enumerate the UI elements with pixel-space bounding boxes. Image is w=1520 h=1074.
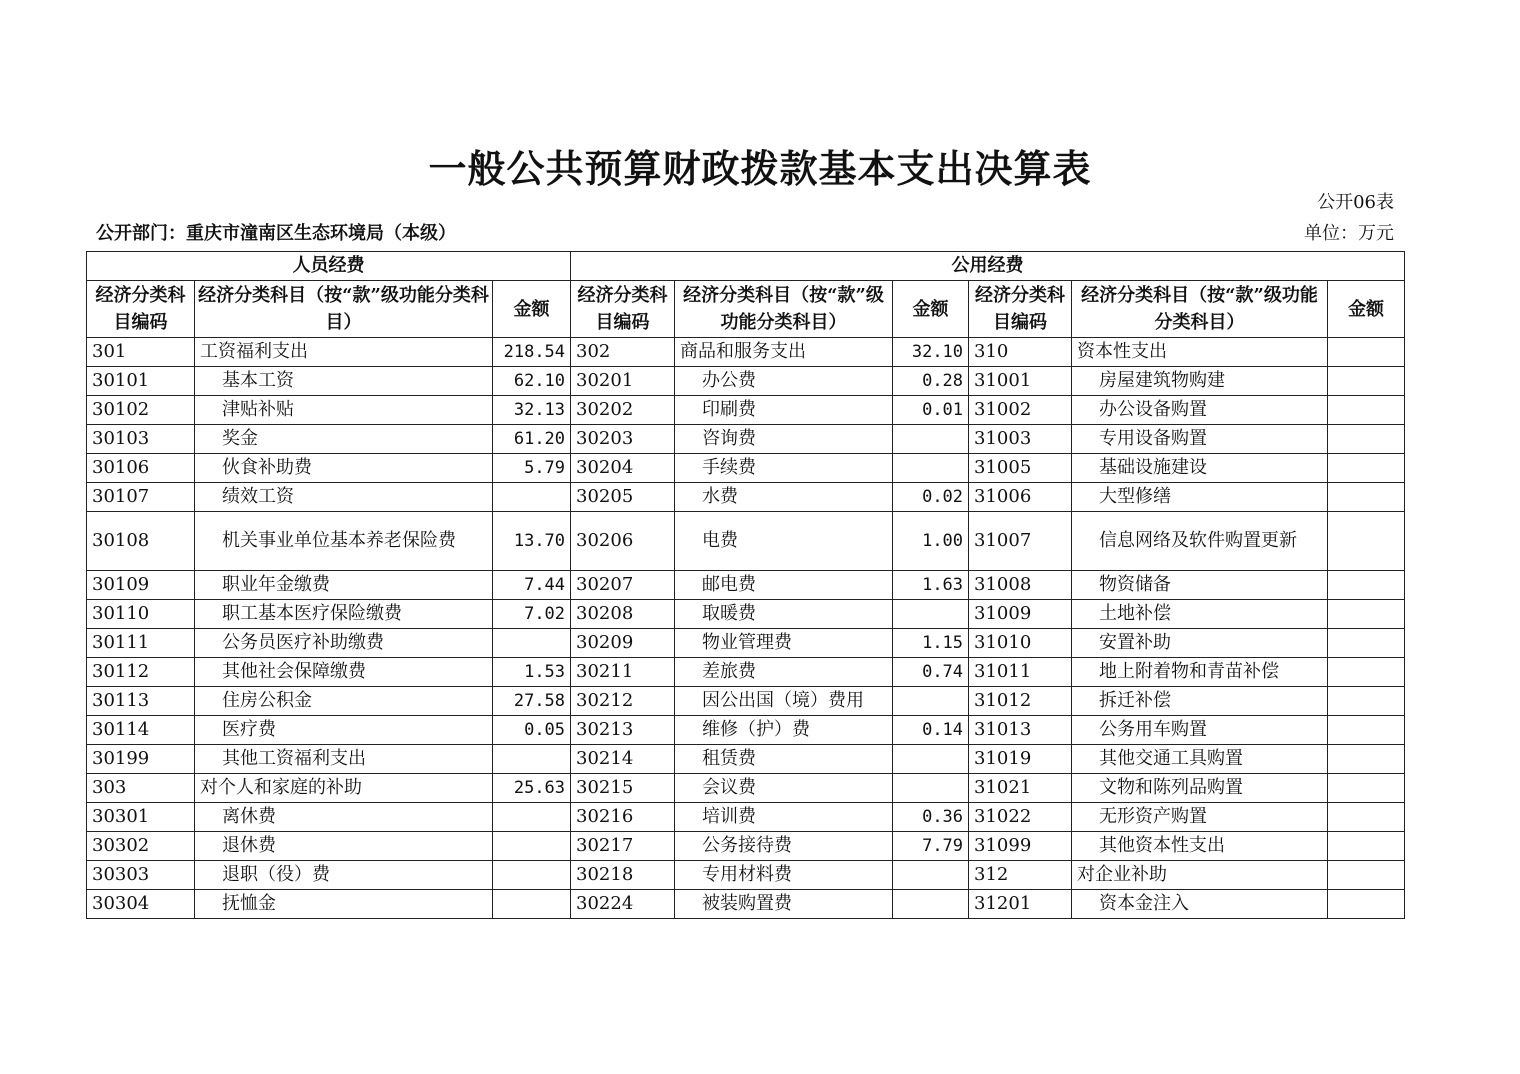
cell-name: 因公出国（境）费用 [675, 687, 893, 716]
cell-code: 30103 [87, 425, 195, 454]
cell-code: 30218 [571, 861, 675, 890]
cell-name: 办公费 [675, 367, 893, 396]
cell-amount [1328, 774, 1405, 803]
cell-code: 30217 [571, 832, 675, 861]
cell-amount [493, 803, 571, 832]
cell-name: 商品和服务支出 [675, 338, 893, 367]
cell-name: 基本工资 [195, 367, 493, 396]
cell-amount [493, 861, 571, 890]
cell-name: 取暖费 [675, 600, 893, 629]
table-row [87, 367, 1405, 396]
cell-amount: 32.13 [493, 396, 571, 425]
cell-amount [1328, 745, 1405, 774]
cell-code: 303 [87, 774, 195, 803]
cell-amount [493, 483, 571, 512]
cell-amount: 0.02 [893, 483, 969, 512]
cell-code: 31201 [969, 890, 1072, 919]
cell-name: 奖金 [195, 425, 493, 454]
header-amount: 金额 [893, 281, 969, 338]
cell-amount [1328, 512, 1405, 571]
header-amount: 金额 [493, 281, 571, 338]
header-name: 经济分类科目（按“款”级功能分类科目） [675, 281, 893, 338]
cell-amount [893, 890, 969, 919]
cell-amount [1328, 571, 1405, 600]
cell-amount: 0.36 [893, 803, 969, 832]
cell-name: 公务用车购置 [1072, 716, 1328, 745]
cell-name: 专用设备购置 [1072, 425, 1328, 454]
cell-name: 大型修缮 [1072, 483, 1328, 512]
cell-amount: 7.79 [893, 832, 969, 861]
cell-code: 30112 [87, 658, 195, 687]
form-number: 公开06表 [1317, 192, 1394, 213]
cell-code: 31003 [969, 425, 1072, 454]
cell-code: 30303 [87, 861, 195, 890]
cell-code: 312 [969, 861, 1072, 890]
cell-amount [893, 600, 969, 629]
cell-amount [1328, 454, 1405, 483]
cell-code: 31011 [969, 658, 1072, 687]
cell-code: 30205 [571, 483, 675, 512]
cell-code: 30199 [87, 745, 195, 774]
cell-amount: 32.10 [893, 338, 969, 367]
header-code: 经济分类科目编码 [969, 281, 1072, 338]
cell-name: 退休费 [195, 832, 493, 861]
cell-name: 机关事业单位基本养老保险费 [195, 512, 493, 571]
cell-code: 30304 [87, 890, 195, 919]
cell-code: 30111 [87, 629, 195, 658]
cell-name: 信息网络及软件购置更新 [1072, 512, 1328, 571]
table-row [87, 454, 1405, 483]
department-label: 公开部门：重庆市潼南区生态环境局（本级） [96, 223, 456, 244]
cell-code: 30211 [571, 658, 675, 687]
cell-code: 30208 [571, 600, 675, 629]
cell-amount: 1.53 [493, 658, 571, 687]
table-row [87, 396, 1405, 425]
cell-code: 30216 [571, 803, 675, 832]
group-public: 公用经费 [571, 252, 1405, 281]
cell-code: 31001 [969, 367, 1072, 396]
cell-amount [1328, 832, 1405, 861]
cell-name: 对企业补助 [1072, 861, 1328, 890]
cell-code: 30212 [571, 687, 675, 716]
cell-code: 31007 [969, 512, 1072, 571]
cell-amount [1328, 425, 1405, 454]
cell-code: 30209 [571, 629, 675, 658]
cell-amount: 1.63 [893, 571, 969, 600]
cell-amount [893, 774, 969, 803]
cell-name: 资本金注入 [1072, 890, 1328, 919]
cell-code: 30114 [87, 716, 195, 745]
cell-name: 印刷费 [675, 396, 893, 425]
cell-code: 31010 [969, 629, 1072, 658]
cell-name: 抚恤金 [195, 890, 493, 919]
table-row [87, 832, 1405, 861]
cell-name: 培训费 [675, 803, 893, 832]
cell-amount [1328, 338, 1405, 367]
header-name: 经济分类科目（按“款”级功能分类科目） [195, 281, 493, 338]
table-row [87, 629, 1405, 658]
cell-code: 30101 [87, 367, 195, 396]
cell-amount: 27.58 [493, 687, 571, 716]
cell-amount [1328, 367, 1405, 396]
cell-amount [1328, 716, 1405, 745]
cell-code: 30108 [87, 512, 195, 571]
cell-name: 资本性支出 [1072, 338, 1328, 367]
cell-name: 物业管理费 [675, 629, 893, 658]
cell-amount [893, 425, 969, 454]
table-row [87, 425, 1405, 454]
header-code: 经济分类科目编码 [87, 281, 195, 338]
cell-name: 绩效工资 [195, 483, 493, 512]
cell-code: 30201 [571, 367, 675, 396]
cell-name: 咨询费 [675, 425, 893, 454]
cell-code: 31006 [969, 483, 1072, 512]
cell-name: 离休费 [195, 803, 493, 832]
cell-code: 301 [87, 338, 195, 367]
cell-amount: 7.02 [493, 600, 571, 629]
cell-code: 30215 [571, 774, 675, 803]
table-row [87, 338, 1405, 367]
page-title: 一般公共预算财政拨款基本支出决算表 [428, 146, 1092, 191]
cell-code: 31019 [969, 745, 1072, 774]
cell-code: 30206 [571, 512, 675, 571]
table-row [87, 890, 1405, 919]
cell-name: 安置补助 [1072, 629, 1328, 658]
cell-amount: 1.15 [893, 629, 969, 658]
cell-code: 30106 [87, 454, 195, 483]
cell-name: 津贴补贴 [195, 396, 493, 425]
cell-amount [1328, 803, 1405, 832]
cell-amount: 7.44 [493, 571, 571, 600]
cell-amount [1328, 890, 1405, 919]
cell-name: 伙食补助费 [195, 454, 493, 483]
cell-amount [1328, 658, 1405, 687]
cell-amount: 25.63 [493, 774, 571, 803]
cell-code: 31009 [969, 600, 1072, 629]
cell-name: 被装购置费 [675, 890, 893, 919]
group-personnel: 人员经费 [87, 252, 571, 281]
cell-name: 退职（役）费 [195, 861, 493, 890]
cell-name: 其他资本性支出 [1072, 832, 1328, 861]
table-row [87, 745, 1405, 774]
header-code: 经济分类科目编码 [571, 281, 675, 338]
cell-amount: 13.70 [493, 512, 571, 571]
cell-code: 30214 [571, 745, 675, 774]
cell-code: 30213 [571, 716, 675, 745]
cell-amount [1328, 483, 1405, 512]
cell-code: 30207 [571, 571, 675, 600]
column-header-row [87, 281, 1405, 338]
cell-amount: 5.79 [493, 454, 571, 483]
cell-name: 房屋建筑物购建 [1072, 367, 1328, 396]
cell-code: 30107 [87, 483, 195, 512]
cell-amount [493, 745, 571, 774]
cell-name: 专用材料费 [675, 861, 893, 890]
group-header-row [87, 252, 1405, 281]
cell-name: 职工基本医疗保险缴费 [195, 600, 493, 629]
cell-name: 维修（护）费 [675, 716, 893, 745]
header-name: 经济分类科目（按“款”级功能分类科目） [1072, 281, 1328, 338]
cell-code: 31013 [969, 716, 1072, 745]
cell-amount [493, 890, 571, 919]
cell-amount [893, 454, 969, 483]
cell-name: 工资福利支出 [195, 338, 493, 367]
cell-amount [893, 861, 969, 890]
cell-code: 310 [969, 338, 1072, 367]
cell-code: 30202 [571, 396, 675, 425]
cell-amount: 218.54 [493, 338, 571, 367]
cell-code: 31022 [969, 803, 1072, 832]
cell-amount [1328, 629, 1405, 658]
cell-amount: 0.05 [493, 716, 571, 745]
cell-amount: 0.01 [893, 396, 969, 425]
cell-name: 物资储备 [1072, 571, 1328, 600]
cell-name: 其他交通工具购置 [1072, 745, 1328, 774]
cell-amount: 0.74 [893, 658, 969, 687]
header-amount: 金额 [1328, 281, 1405, 338]
cell-name: 公务接待费 [675, 832, 893, 861]
cell-name: 无形资产购置 [1072, 803, 1328, 832]
cell-code: 30110 [87, 600, 195, 629]
table-row [87, 861, 1405, 890]
cell-name: 电费 [675, 512, 893, 571]
cell-name: 土地补偿 [1072, 600, 1328, 629]
cell-amount: 62.10 [493, 367, 571, 396]
cell-name: 职业年金缴费 [195, 571, 493, 600]
cell-code: 31099 [969, 832, 1072, 861]
cell-name: 住房公积金 [195, 687, 493, 716]
cell-code: 31008 [969, 571, 1072, 600]
cell-amount: 0.28 [893, 367, 969, 396]
table-row [87, 483, 1405, 512]
cell-name: 公务员医疗补助缴费 [195, 629, 493, 658]
cell-code: 31005 [969, 454, 1072, 483]
cell-name: 其他社会保障缴费 [195, 658, 493, 687]
cell-amount [1328, 861, 1405, 890]
table-row [87, 571, 1405, 600]
cell-amount [493, 832, 571, 861]
cell-name: 租赁费 [675, 745, 893, 774]
cell-name: 地上附着物和青苗补偿 [1072, 658, 1328, 687]
cell-name: 文物和陈列品购置 [1072, 774, 1328, 803]
cell-amount: 0.14 [893, 716, 969, 745]
cell-name: 办公设备购置 [1072, 396, 1328, 425]
cell-amount: 1.00 [893, 512, 969, 571]
table-row [87, 774, 1405, 803]
table-row [87, 658, 1405, 687]
cell-code: 31012 [969, 687, 1072, 716]
cell-code: 302 [571, 338, 675, 367]
table-row [87, 803, 1405, 832]
cell-code: 30301 [87, 803, 195, 832]
cell-amount: 61.20 [493, 425, 571, 454]
cell-amount [1328, 396, 1405, 425]
cell-name: 对个人和家庭的补助 [195, 774, 493, 803]
cell-name: 拆迁补偿 [1072, 687, 1328, 716]
cell-amount [493, 629, 571, 658]
cell-code: 31002 [969, 396, 1072, 425]
table-row [87, 687, 1405, 716]
cell-code: 31021 [969, 774, 1072, 803]
expenditure-table [86, 251, 1405, 919]
cell-code: 30204 [571, 454, 675, 483]
cell-name: 医疗费 [195, 716, 493, 745]
table-row [87, 600, 1405, 629]
cell-name: 邮电费 [675, 571, 893, 600]
cell-code: 30113 [87, 687, 195, 716]
table-row [87, 512, 1405, 571]
cell-code: 30224 [571, 890, 675, 919]
cell-name: 其他工资福利支出 [195, 745, 493, 774]
cell-code: 30203 [571, 425, 675, 454]
cell-code: 30302 [87, 832, 195, 861]
cell-name: 会议费 [675, 774, 893, 803]
cell-name: 水费 [675, 483, 893, 512]
table-row [87, 716, 1405, 745]
cell-amount [893, 745, 969, 774]
cell-name: 基础设施建设 [1072, 454, 1328, 483]
cell-amount [1328, 687, 1405, 716]
unit-label: 单位：万元 [1304, 223, 1394, 244]
cell-code: 30109 [87, 571, 195, 600]
cell-amount [1328, 600, 1405, 629]
cell-name: 手续费 [675, 454, 893, 483]
cell-name: 差旅费 [675, 658, 893, 687]
cell-amount [893, 687, 969, 716]
cell-code: 30102 [87, 396, 195, 425]
